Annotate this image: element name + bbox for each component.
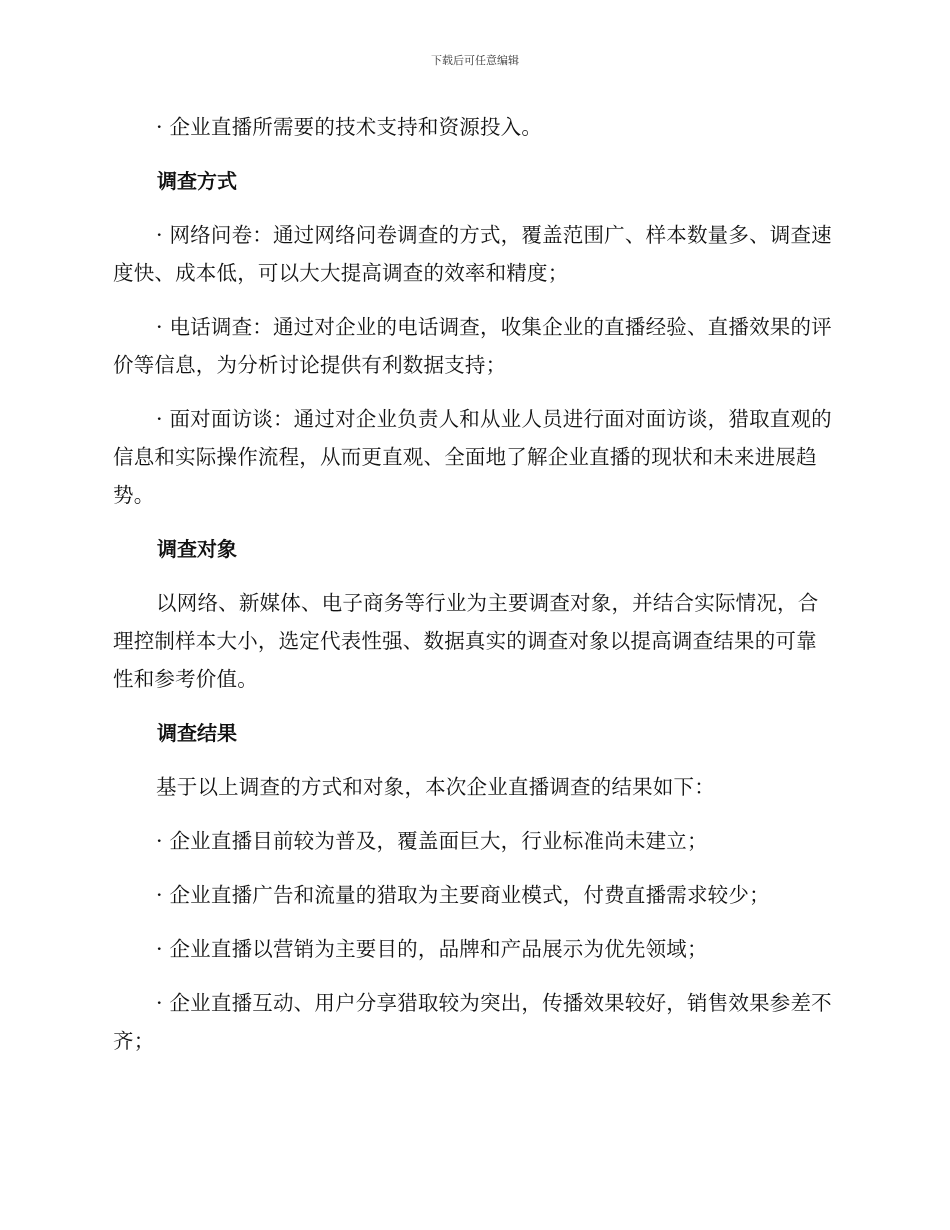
- bullet-result-marketing: · 企业直播以营销为主要目的，品牌和产品展示为优先领域；: [156, 937, 708, 961]
- heading-survey-results: 调查结果: [157, 721, 237, 745]
- document-body: [113, 108, 835, 1076]
- paragraph-results-intro: 基于以上调查的方式和对象，本次企业直播调查的结果如下：: [156, 775, 715, 799]
- page-header: 下载后可任意编辑: [431, 54, 519, 67]
- paragraph-survey-targets: 以网络、新媒体、电子商务等行业为主要调查对象，并结合实际情况，合理控制样本大小，选定代表性强、数据真实的调查对象以提高调查结果的可靠性和参考价值。: [113, 591, 819, 691]
- bullet-result-interaction: · 企业直播互动、用户分享猎取较为突出，传播效果较好，销售效果参差不齐；: [113, 991, 832, 1053]
- bullet-phone-survey: · 电话调查：通过对企业的电话调查，收集企业的直播经验、直播效果的评价等信息，为分析讨论提供有利数据支持；: [113, 315, 832, 377]
- bullet-result-popularity: · 企业直播目前较为普及，覆盖面巨大，行业标准尚未建立；: [156, 829, 708, 853]
- heading-survey-targets: 调查对象: [157, 537, 237, 561]
- bullet-online-questionnaire: · 网络问卷：通过网络问卷调查的方式，覆盖范围广、样本数量多、调查速度快、成本低，可以大大提高调查的效率和精度；: [113, 223, 832, 285]
- heading-survey-methods: 调查方式: [157, 169, 237, 193]
- bullet-tech-support: · 企业直播所需要的技术支持和资源投入。: [156, 115, 543, 139]
- bullet-face-to-face-interview: · 面对面访谈：通过对企业负责人和从业人员进行面对面访谈，猎取直观的信息和实际操作流程，从而更直观、全面地了解企业直播的现状和未来进展趋势。: [113, 407, 832, 507]
- bullet-result-business-model: · 企业直播广告和流量的猎取为主要商业模式，付费直播需求较少；: [156, 883, 770, 907]
